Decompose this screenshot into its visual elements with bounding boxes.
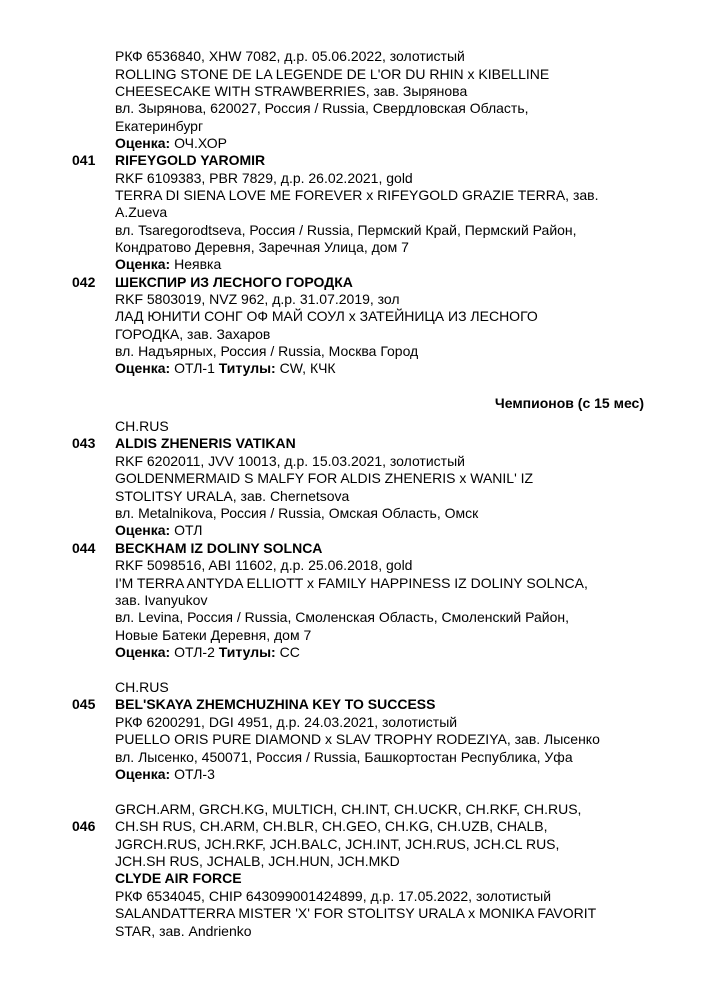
entry-pre-title-1: GRCH.ARM, GRCH.KG, MULTICH, CH.INT, CH.UCKR, CH.RKF, CH.RUS, <box>115 801 582 817</box>
entry-name: ШЕКСПИР ИЗ ЛЕСНОГО ГОРОДКА <box>115 274 353 290</box>
section-heading: Чемпионов (с 15 мес) <box>494 395 644 411</box>
grade-label: Оценка: <box>115 766 171 782</box>
grade-label: Оценка: <box>115 522 171 538</box>
entry-name: BECKHAM IZ DOLINY SOLNCA <box>115 540 323 556</box>
grade-label: Оценка: <box>115 360 171 376</box>
entry-grade <box>115 766 215 783</box>
entry-owner-1: вл. Metalnikova, Россия / Russia, Омская Область, Омск <box>115 505 479 521</box>
entry-number: 045 <box>72 696 96 712</box>
entry-owner-1: вл. Tsaregorodtseva, Россия / Russia, Пермский Край, Пермский Район, <box>115 222 577 238</box>
grade-value: ОТЛ-2 <box>174 644 215 660</box>
entry-reg: RKF 6202011, JVV 10013, д.р. 15.03.2021, золотистый <box>115 453 465 469</box>
entry-owner-1: вл. Лысенко, 450071, Россия / Russia, Башкортостан Республика, Уфа <box>115 749 573 765</box>
entry-grade <box>115 256 221 273</box>
top-entry-parents-2: CHEESECAKE WITH STRAWBERRIES, зав. Зырянова <box>115 83 468 99</box>
entry-owner-2: Кондратово Деревня, Заречная Улица, дом 7 <box>115 239 409 255</box>
entry-parents-2: зав. Ivanyukov <box>115 592 208 608</box>
top-entry-grade <box>115 135 227 152</box>
entry-pre-title: CH.RUS <box>115 418 169 434</box>
entry-reg: RKF 5803019, NVZ 962, д.р. 31.07.2019, зол <box>115 291 400 307</box>
grade-value: ОЧ.ХОР <box>174 135 227 151</box>
entry-owner-1: вл. Levina, Россия / Russia, Смоленская Область, Смоленский Район, <box>115 609 570 625</box>
entry-parents-1: TERRA DI SIENA LOVE ME FOREVER x RIFEYGOLD GRAZIE TERRA, зав. <box>115 187 599 203</box>
entry-pre-title: CH.RUS <box>115 679 169 695</box>
entry-parents-1: PUELLO ORIS PURE DIAMOND x SLAV TROPHY RODEZIYA, зав. Лысенко <box>115 731 600 747</box>
entry-parents-2: A.Zueva <box>115 204 168 220</box>
entry-name: ALDIS ZHENERIS VATIKAN <box>115 435 296 451</box>
entry-parents-1: ЛАД ЮНИТИ СОНГ ОФ МАЙ СОУЛ x ЗАТЕЙНИЦА ИЗ ЛЕСНОГО <box>115 308 538 324</box>
entry-name: BEL'SKAYA ZHEMCHUZHINA KEY TO SUCCESS <box>115 696 436 712</box>
entry-reg: RKF 6109383, PBR 7829, д.р. 26.02.2021, gold <box>115 170 413 186</box>
entry-parents-1: SALANDATTERRA MISTER 'X' FOR STOLITSY URALA x MONIKA FAVORIT <box>115 905 597 921</box>
entry-pre-title-4: JCH.SH RUS, JCHALB, JCH.HUN, JCH.MKD <box>115 853 400 869</box>
grade-label: Оценка: <box>115 644 171 660</box>
entry-number: 041 <box>72 152 96 168</box>
entry-number: 042 <box>72 274 96 290</box>
entry-parents-1: I'M TERRA ANTYDA ELLIOTT x FAMILY HAPPINESS IZ DOLINY SOLNCA, <box>115 575 588 591</box>
entry-number: 046 <box>72 818 96 834</box>
top-entry-parents-1: ROLLING STONE DE LA LEGENDE DE L'OR DU RHIN x KIBELLINE <box>115 66 550 82</box>
grade-value: ОТЛ-1 <box>174 360 215 376</box>
top-entry-owner-1: вл. Зырянова, 620027, Россия / Russia, Свердловская Область, <box>115 100 529 116</box>
grade-value: Неявка <box>174 256 222 272</box>
entry-parents-2: STOLITSY URALA, зав. Chernetsova <box>115 488 350 504</box>
entry-pre-title-2: CH.SH RUS, CH.ARM, CH.BLR, CH.GEO, CH.KG, CH.UZB, CHALB, <box>115 818 548 834</box>
entry-number: 043 <box>72 435 96 451</box>
entry-grade <box>115 360 336 377</box>
entry-reg: РКФ 6534045, CHIP 643099001424899, д.р. 17.05.2022, золотистый <box>115 888 552 904</box>
entry-grade <box>115 522 202 539</box>
top-entry-owner-2: Екатеринбург <box>115 118 204 134</box>
entry-parents-2: ГОРОДКА, зав. Захаров <box>115 326 271 342</box>
titles-value: CC <box>279 644 300 660</box>
grade-label: Оценка: <box>115 135 171 151</box>
entry-reg: RKF 5098516, ABI 11602, д.р. 25.06.2018, gold <box>115 557 413 573</box>
grade-value: ОТЛ-3 <box>174 766 215 782</box>
grade-value: ОТЛ <box>174 522 203 538</box>
entry-owner-1: вл. Надъярных, Россия / Russia, Москва Город <box>115 343 419 359</box>
grade-label: Оценка: <box>115 256 171 272</box>
entry-grade <box>115 644 300 661</box>
entry-pre-title-3: JGRCH.RUS, JCH.RKF, JCH.BALC, JCH.INT, JCH.RUS, JCH.CL RUS, <box>115 836 560 852</box>
entry-owner-2: Новые Батеки Деревня, дом 7 <box>115 627 312 643</box>
entry-reg: РКФ 6200291, DGI 4951, д.р. 24.03.2021, золотистый <box>115 714 458 730</box>
entry-parents-1: GOLDENMERMAID S MALFY FOR ALDIS ZHENERIS x WANIL' IZ <box>115 470 534 486</box>
entry-parents-2: STAR, зав. Andrienko <box>115 923 252 939</box>
titles-value: CW, КЧК <box>279 360 336 376</box>
titles-label: Титулы: <box>218 644 276 660</box>
entry-name: RIFEYGOLD YAROMIR <box>115 152 266 168</box>
entry-number: 044 <box>72 540 96 556</box>
titles-label: Титулы: <box>218 360 276 376</box>
entry-name: CLYDE AIR FORCE <box>115 870 242 886</box>
top-entry-reg: РКФ 6536840, XHW 7082, д.р. 05.06.2022, золотистый <box>115 48 465 64</box>
